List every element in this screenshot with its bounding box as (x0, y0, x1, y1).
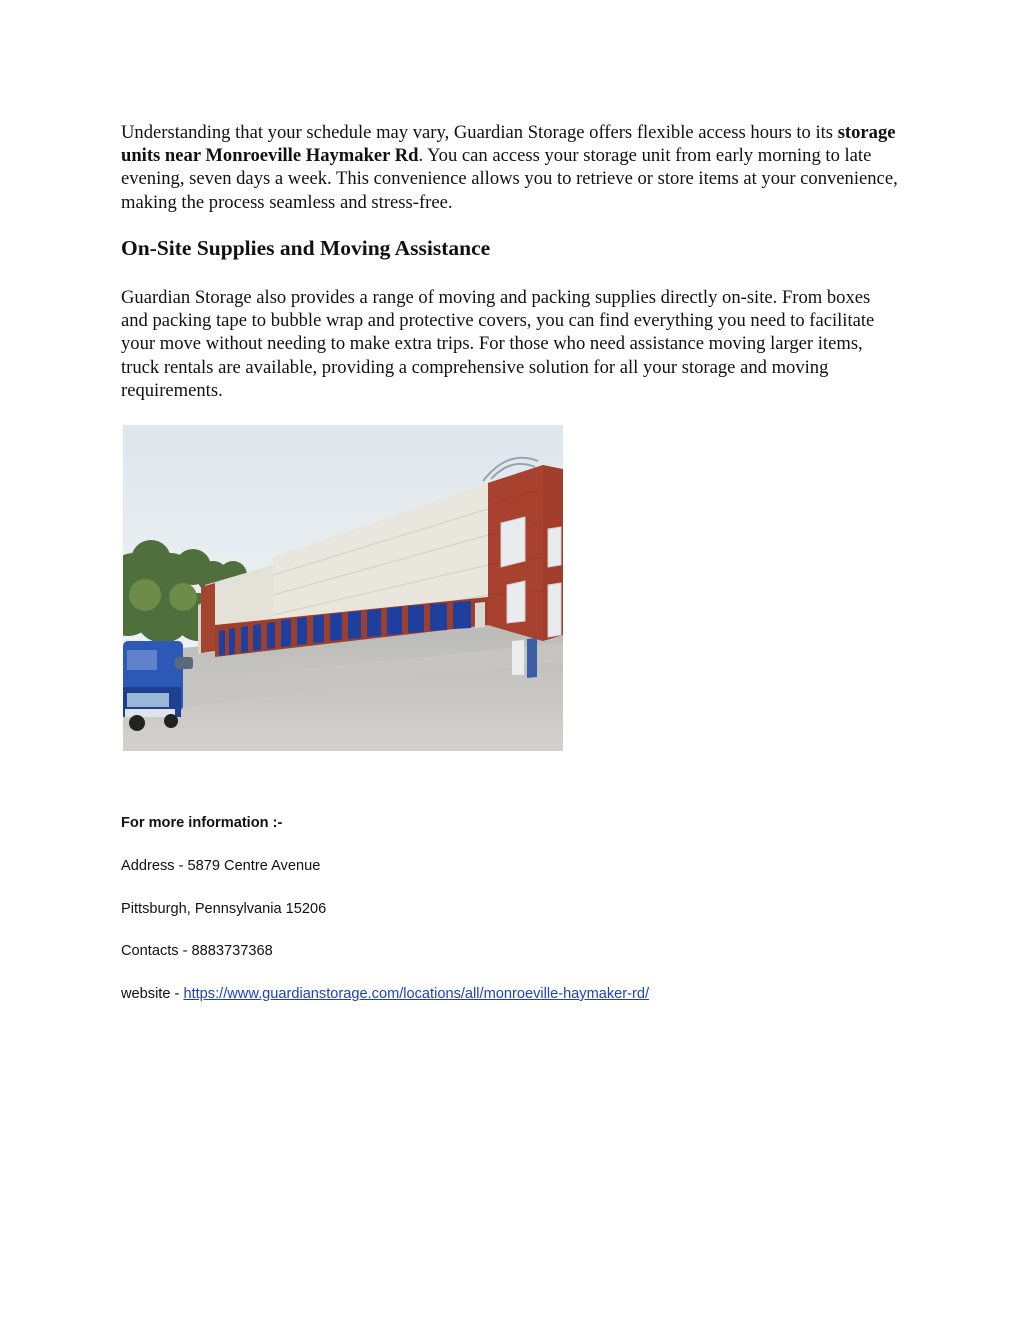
supplies-paragraph: Guardian Storage also provides a range of moving and packing supplies directly on-site. From boxes and packing tape to bubble wrap and protective covers, you can find everything you need to facilitate your move without needing to make extra trips. For those who need assistance moving larger items, truck rentals are available, providing a comprehensive solution for all your storage and moving requirements. (121, 287, 875, 401)
access-hours-paragraph (121, 121, 901, 214)
contacts-line: Contacts - 8883737368 (121, 943, 273, 959)
section-heading: On-Site Supplies and Moving Assistance (121, 236, 491, 260)
website-link[interactable]: https://www.guardianstorage.com/locations/all/monroeville-haymaker-rd/ (183, 986, 650, 1002)
city-line: Pittsburgh, Pennsylvania 15206 (121, 901, 327, 917)
paragraph-text: . You can access your storage unit from early morning to late evening, seven days a week. This convenience allows you to retrieve or store items at your convenience, making the process seamless and stress-free. (121, 145, 898, 213)
keyword-bold: storage units near Monroeville Haymaker Rd (121, 122, 896, 167)
website-label: website - (121, 986, 184, 1002)
storage-building-photo (123, 425, 563, 751)
address-line: Address - 5879 Centre Avenue (121, 858, 321, 874)
website-line (121, 986, 649, 1002)
paragraph-text: Understanding that your schedule may vary, Guardian Storage offers flexible access hours to its (121, 122, 838, 143)
info-heading: For more information :- (121, 815, 283, 831)
